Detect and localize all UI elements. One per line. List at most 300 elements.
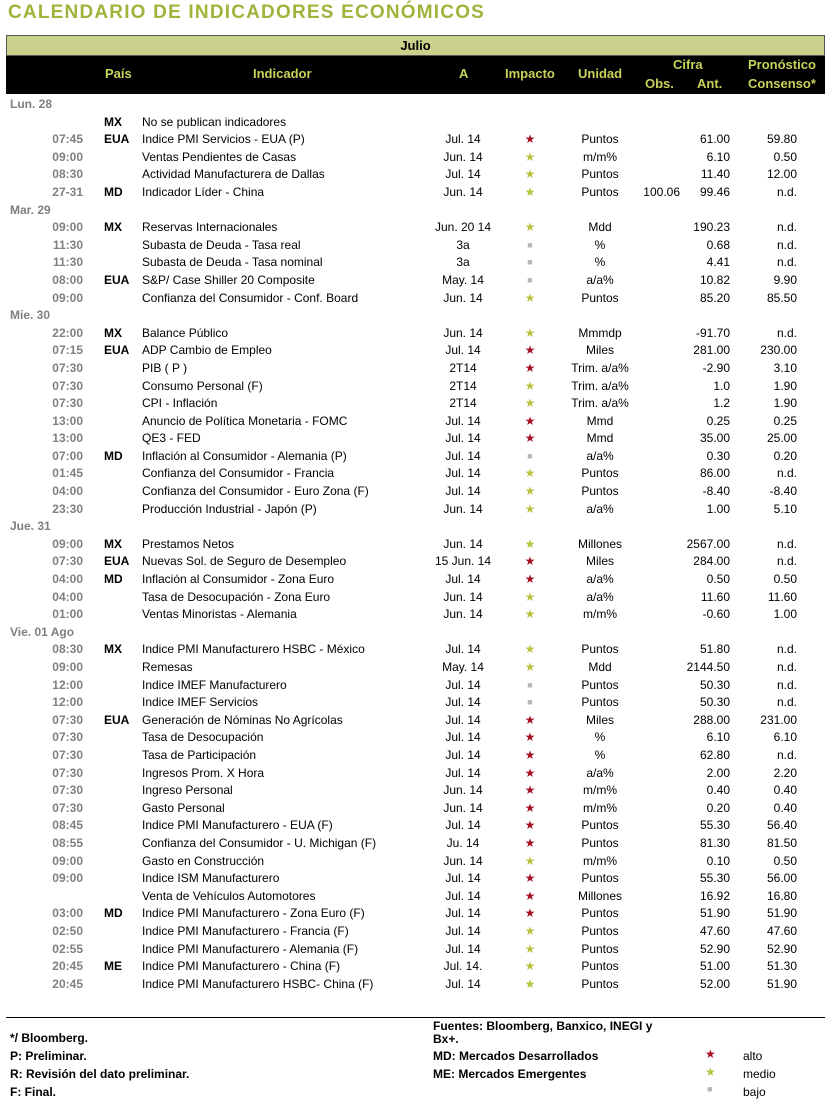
previous-value: 51.00 (699, 959, 730, 974)
period: Jul. 14 (445, 695, 481, 710)
consensus-value: n.d. (776, 554, 797, 569)
period: Jul. 14 (445, 747, 481, 762)
indicator-name: Indicador Líder - China (142, 184, 265, 199)
indicator-table (0, 96, 828, 993)
legend-medio-star-icon: ★ (705, 1065, 716, 1079)
release-time: 07:30 (52, 800, 83, 815)
country-code: MX (104, 536, 122, 551)
impact-star-icon: ★ (524, 906, 536, 921)
previous-value: 61.00 (699, 132, 730, 147)
me-note: ME: Mercados Emergentes (433, 1067, 587, 1081)
impact-star-icon: ★ (524, 413, 536, 428)
unit: % (594, 730, 606, 745)
country-code: MD (104, 572, 123, 587)
unit: Mdd (588, 660, 612, 674)
indicator-name: Producción Industrial - Japón (P) (142, 501, 317, 516)
release-time: 08:30 (52, 642, 83, 657)
unit: Miles (585, 712, 614, 727)
unit: a/a% (586, 448, 614, 463)
unit: Mmd (586, 431, 614, 446)
impact-star-icon: ★ (524, 325, 536, 340)
period: 3a (456, 237, 470, 252)
unit: Puntos (581, 923, 619, 938)
impact-star-icon: ★ (524, 800, 536, 815)
release-time: 11:30 (52, 255, 83, 270)
impact-star-icon: ★ (524, 536, 536, 551)
table-row (0, 254, 828, 272)
unit: Puntos (581, 835, 619, 850)
unit: Puntos (581, 695, 619, 710)
release-time: 02:50 (52, 923, 83, 938)
impact-star-icon: ★ (524, 378, 536, 393)
indicator-name: Gasto Personal (142, 800, 225, 815)
previous-value: -91.70 (695, 325, 730, 340)
consensus-value: 1.90 (773, 396, 797, 411)
previous-value: 50.30 (699, 677, 730, 692)
indicator-name: S&P/ Case Shiller 20 Composite (142, 272, 315, 287)
consensus-value: -8.40 (769, 484, 797, 499)
release-time: 27-31 (52, 184, 83, 199)
indicator-name: Actividad Manufacturera de Dallas (142, 167, 325, 182)
consensus-value: 59.80 (766, 132, 797, 147)
release-time: 01:00 (52, 607, 83, 622)
country-code: MD (104, 906, 123, 921)
table-row (0, 835, 828, 853)
table-row (0, 782, 828, 800)
unit: % (594, 237, 606, 252)
consensus-value: 56.40 (766, 818, 797, 833)
unit: Puntos (581, 906, 619, 921)
revision-note: R: Revisión del dato preliminar. (10, 1067, 190, 1081)
impact-star-icon: ★ (524, 360, 536, 375)
table-row (0, 747, 828, 765)
period: Jul. 14 (445, 730, 481, 745)
impact-star-icon: ★ (524, 484, 536, 499)
release-time: 02:55 (52, 941, 83, 956)
impact-star-icon: ★ (524, 607, 536, 622)
unit: Puntos (581, 959, 619, 974)
header-a: A (459, 66, 469, 81)
unit: Puntos (581, 184, 619, 199)
release-time: 12:00 (52, 677, 83, 692)
previous-value: 4.41 (706, 255, 730, 270)
previous-value: 2144.50 (686, 660, 730, 674)
unit: Puntos (581, 132, 619, 147)
release-time: 09:00 (52, 853, 83, 868)
period: May. 14 (442, 272, 484, 287)
consensus-value: 0.40 (773, 783, 797, 798)
footer-divider (6, 1017, 825, 1018)
release-time: 07:30 (52, 747, 83, 762)
release-time: 07:30 (52, 730, 83, 745)
impact-star-icon: ★ (524, 642, 536, 657)
table-row (0, 465, 828, 483)
table-row (0, 712, 828, 730)
period: Jul. 14 (445, 484, 481, 499)
indicator-name: Gasto en Construcción (142, 853, 265, 868)
day-label: Lun. 28 (10, 97, 53, 111)
release-time: 09:00 (52, 660, 83, 674)
country-code: ME (104, 959, 122, 974)
release-time: 04:00 (52, 589, 83, 604)
period: Jun. 14 (443, 536, 483, 551)
indicator-name: Reservas Internacionales (142, 220, 278, 235)
preliminar-note: P: Preliminar. (10, 1049, 87, 1063)
impact-square-icon: ■ (527, 257, 533, 268)
previous-value: 0.25 (706, 413, 730, 428)
table-row (0, 817, 828, 835)
indicator-name: Ventas Pendientes de Casas (142, 149, 297, 164)
period: Jun. 14 (443, 607, 483, 622)
table-row (0, 888, 828, 906)
impact-star-icon: ★ (524, 730, 536, 745)
table-row (0, 413, 828, 431)
impact-star-icon: ★ (524, 167, 536, 182)
table-row (0, 219, 828, 237)
table-row (0, 536, 828, 554)
indicator-name: Indice IMEF Servicios (142, 695, 259, 710)
day-header-row (0, 624, 828, 642)
impact-star-icon: ★ (524, 923, 536, 938)
consensus-value: n.d. (776, 536, 797, 551)
period: Jul. 14 (445, 677, 481, 692)
period: Jul. 14 (445, 765, 481, 780)
bloomberg-note: */ Bloomberg. (10, 1031, 89, 1045)
impact-star-icon: ★ (524, 290, 536, 305)
table-row (0, 553, 828, 571)
country-code: EUA (104, 343, 130, 358)
legend-medio-label: medio (743, 1067, 776, 1081)
sources-line-2: Bx+. (433, 1032, 459, 1046)
period: Jul. 14 (445, 923, 481, 938)
header-ant: Ant. (697, 76, 723, 91)
indicator-name: No se publican indicadores (142, 114, 287, 129)
previous-value: 11.40 (700, 167, 730, 182)
indicator-name: Nuevas Sol. de Seguro de Desempleo (142, 554, 347, 569)
previous-value: 35.00 (699, 431, 730, 446)
impact-star-icon: ★ (524, 554, 536, 569)
period: Jul. 14 (445, 448, 481, 463)
consensus-value: n.d. (776, 237, 797, 252)
release-time: 09:00 (52, 536, 83, 551)
consensus-value: n.d. (776, 747, 797, 762)
unit: Puntos (581, 818, 619, 833)
table-row (0, 184, 828, 202)
indicator-name: Inflación al Consumidor - Zona Euro (142, 572, 335, 587)
table-row (0, 606, 828, 624)
impact-star-icon: ★ (524, 835, 536, 850)
release-time: 07:30 (52, 554, 83, 569)
indicator-name: Confianza del Consumidor - Francia (142, 466, 335, 481)
previous-value: 281.00 (693, 343, 730, 358)
impact-square-icon: ■ (527, 697, 533, 708)
unit: Mdd (588, 220, 612, 235)
unit: Mmd (586, 413, 614, 428)
release-time: 13:00 (52, 431, 83, 446)
consensus-value: 85.50 (766, 290, 797, 305)
unit: m/m% (583, 783, 617, 798)
country-code: MX (104, 642, 122, 657)
consensus-value: 3.10 (773, 360, 797, 375)
previous-value: 2567.00 (686, 536, 730, 551)
indicator-name: Consumo Personal (F) (142, 378, 263, 393)
period: Jun. 14 (443, 783, 483, 798)
period: Jul. 14 (445, 818, 481, 833)
unit: Puntos (581, 976, 619, 991)
previous-value: 51.90 (699, 906, 730, 921)
unit: m/m% (583, 853, 617, 868)
table-row (0, 237, 828, 255)
consensus-value: 1.00 (773, 607, 797, 622)
period: Jul. 14 (445, 906, 481, 921)
country-code: EUA (104, 132, 130, 147)
impact-square-icon: ■ (527, 450, 533, 461)
day-label: Mie. 30 (10, 308, 51, 323)
observed-value: 100.06 (643, 184, 680, 199)
impact-star-icon: ★ (524, 888, 536, 903)
header-obs: Obs. (645, 76, 674, 91)
table-row (0, 729, 828, 747)
previous-value: -2.90 (702, 360, 730, 375)
consensus-value: 16.80 (766, 888, 797, 903)
release-time: 03:00 (52, 906, 83, 921)
indicator-name: Venta de Vehículos Automotores (142, 888, 316, 903)
legend-alto-star-icon: ★ (705, 1047, 716, 1061)
unit: m/m% (583, 800, 617, 815)
period: Jun. 14 (443, 290, 483, 305)
indicator-name: Indice PMI Manufacturero - China (F) (142, 959, 341, 974)
release-time: 22:00 (52, 325, 83, 340)
indicator-name: Inflación al Consumidor - Alemania (P) (142, 448, 347, 463)
release-time: 20:45 (52, 976, 83, 991)
indicator-name: Indice PMI Servicios - EUA (P) (142, 132, 305, 147)
unit: a/a% (586, 501, 614, 516)
previous-value: 55.30 (699, 871, 730, 886)
indicator-name: Indice ISM Manufacturero (142, 871, 280, 886)
release-time: 07:30 (52, 396, 83, 411)
period: Jun. 14 (443, 149, 483, 164)
period: Jul. 14 (445, 941, 481, 956)
previous-value: 52.00 (699, 976, 730, 991)
unit: % (594, 255, 606, 270)
indicator-name: Ingreso Personal (142, 783, 233, 798)
previous-value: 1.0 (713, 378, 730, 393)
indicator-name: Indice PMI Manufacturero HSBC - México (142, 642, 365, 657)
previous-value: 0.50 (706, 572, 730, 587)
unit: % (594, 747, 606, 762)
indicator-name: QE3 - FED (142, 431, 201, 446)
impact-star-icon: ★ (524, 184, 536, 199)
consensus-value: n.d. (776, 220, 797, 235)
indicator-name: Remesas (142, 660, 193, 674)
table-row (0, 325, 828, 343)
table-row (0, 923, 828, 941)
previous-value: 52.90 (699, 941, 730, 956)
table-row (0, 114, 828, 132)
country-code: EUA (104, 712, 130, 727)
table-row (0, 870, 828, 888)
indicator-name: Confianza del Consumidor - U. Michigan (F) (142, 835, 377, 850)
previous-value: 62.80 (699, 747, 730, 762)
consensus-value: 9.90 (773, 272, 797, 287)
md-note: MD: Mercados Desarrollados (433, 1049, 599, 1063)
consensus-value: 0.50 (773, 853, 797, 868)
impact-star-icon: ★ (524, 941, 536, 956)
previous-value: 51.80 (699, 642, 730, 657)
indicator-name: Tasa de Desocupación (142, 730, 264, 745)
indicator-name: Subasta de Deuda - Tasa nominal (142, 255, 323, 270)
previous-value: 50.30 (699, 695, 730, 710)
indicator-name: Indice IMEF Manufacturero (142, 677, 287, 692)
period: Jul. 14 (445, 167, 481, 182)
day-label: Mar. 29 (10, 202, 51, 217)
consensus-value: 2.20 (773, 765, 797, 780)
consensus-value: 231.00 (760, 712, 797, 727)
legend-alto-label: alto (743, 1049, 763, 1063)
consensus-value: n.d. (776, 642, 797, 657)
consensus-value: 52.90 (766, 941, 797, 956)
unit: Puntos (581, 290, 619, 305)
release-time: 09:00 (52, 290, 83, 305)
impact-star-icon: ★ (524, 589, 536, 604)
release-time: 08:55 (52, 835, 83, 850)
release-time: 07:00 (52, 448, 83, 463)
day-header-row (0, 518, 828, 536)
period: May. 14 (442, 660, 484, 674)
impact-star-icon: ★ (524, 501, 536, 516)
impact-star-icon: ★ (524, 431, 536, 446)
consensus-value: 1.90 (773, 378, 797, 393)
impact-star-icon: ★ (524, 976, 536, 991)
table-row (0, 765, 828, 783)
header-pronostico: Pronóstico (748, 57, 816, 72)
consensus-value: n.d. (776, 695, 797, 710)
period: 3a (456, 255, 470, 270)
consensus-value: 51.30 (766, 959, 797, 974)
previous-value: 47.60 (699, 923, 730, 938)
previous-value: 0.30 (706, 448, 730, 463)
impact-star-icon: ★ (524, 712, 536, 727)
header-impacto: Impacto (505, 66, 555, 81)
previous-value: 55.30 (699, 818, 730, 833)
indicator-name: PIB ( P ) (142, 360, 188, 375)
legend-bajo-square-icon: ■ (707, 1084, 713, 1094)
previous-value: 10.82 (699, 272, 730, 287)
previous-value: 2.00 (706, 765, 730, 780)
indicator-name: Tasa de Desocupación - Zona Euro (142, 589, 331, 604)
indicator-name: Confianza del Consumidor - Conf. Board (142, 290, 359, 305)
unit: Trim. a/a% (571, 378, 629, 393)
indicator-name: Generación de Nóminas No Agrícolas (142, 712, 343, 727)
impact-star-icon: ★ (524, 396, 536, 411)
previous-value: 86.00 (699, 466, 730, 481)
impact-star-icon: ★ (524, 959, 536, 974)
impact-square-icon: ■ (527, 274, 533, 285)
day-label: Jue. 31 (10, 519, 51, 534)
unit: Millones (577, 536, 622, 551)
table-row (0, 800, 828, 818)
period: Jun. 20 14 (434, 220, 492, 235)
consensus-value: n.d. (776, 255, 797, 270)
release-time: 07:30 (52, 765, 83, 780)
country-code: MX (104, 325, 122, 340)
day-header-row (0, 307, 828, 325)
previous-value: 0.10 (706, 853, 730, 868)
period: Jun. 14 (443, 325, 483, 340)
previous-value: 284.00 (693, 554, 730, 569)
consensus-value: 0.20 (773, 448, 797, 463)
table-row (0, 853, 828, 871)
period: 15 Jun. 14 (434, 554, 492, 569)
table-row (0, 290, 828, 308)
header-consenso: Consenso* (748, 76, 816, 91)
country-code: MD (104, 184, 123, 199)
table-row (0, 677, 828, 695)
consensus-value: n.d. (776, 325, 797, 340)
impact-star-icon: ★ (524, 783, 536, 798)
consensus-value: 0.50 (773, 149, 797, 164)
header-indicador: Indicador (253, 66, 312, 81)
consensus-value: 81.50 (766, 835, 797, 850)
unit: Puntos (581, 167, 619, 182)
table-row (0, 659, 828, 677)
previous-value: 16.92 (699, 888, 730, 903)
consensus-value: 12.00 (766, 167, 797, 182)
release-time: 04:00 (52, 572, 83, 587)
release-time: 07:30 (52, 712, 83, 727)
indicator-name: Indice PMI Manufacturero HSBC- China (F) (142, 976, 374, 991)
table-row (0, 976, 828, 994)
impact-star-icon: ★ (524, 466, 536, 481)
country-code: EUA (104, 554, 130, 569)
impact-star-icon: ★ (524, 853, 536, 868)
unit: a/a% (586, 765, 614, 780)
unit: Millones (577, 888, 622, 903)
consensus-value: n.d. (776, 184, 797, 199)
release-time: 13:00 (52, 413, 83, 428)
consensus-value: 5.10 (773, 501, 797, 516)
table-row (0, 448, 828, 466)
period: Jul. 14 (445, 712, 481, 727)
release-time: 04:00 (52, 484, 83, 499)
indicator-name: ADP Cambio de Empleo (142, 343, 272, 358)
consensus-value: 51.90 (766, 906, 797, 921)
period: 2T14 (449, 378, 477, 393)
impact-star-icon: ★ (524, 871, 536, 886)
consensus-value: 230.00 (760, 343, 797, 358)
unit: Miles (585, 343, 614, 358)
previous-value: 288.00 (693, 712, 730, 727)
period: Jul. 14 (445, 642, 481, 657)
unit: a/a% (586, 589, 614, 604)
period: 2T14 (449, 360, 477, 375)
previous-value: 81.30 (699, 835, 730, 850)
consensus-value: 0.40 (773, 800, 797, 815)
table-row (0, 430, 828, 448)
indicator-name: Indice PMI Manufacturero - Alemania (F) (142, 941, 359, 956)
consensus-value: 51.90 (766, 976, 797, 991)
previous-value: 6.10 (706, 149, 730, 164)
page-title: CALENDARIO DE INDICADORES ECONÓMICOS (8, 2, 486, 23)
release-time: 09:00 (52, 871, 83, 886)
consensus-value: n.d. (776, 677, 797, 692)
table-row (0, 131, 828, 149)
sources-line-1: Fuentes: Bloomberg, Banxico, INEGI y (433, 1019, 653, 1033)
consensus-value: 11.60 (767, 589, 797, 604)
unit: Trim. a/a% (571, 360, 629, 375)
previous-value: 85.20 (699, 290, 730, 305)
table-row (0, 589, 828, 607)
